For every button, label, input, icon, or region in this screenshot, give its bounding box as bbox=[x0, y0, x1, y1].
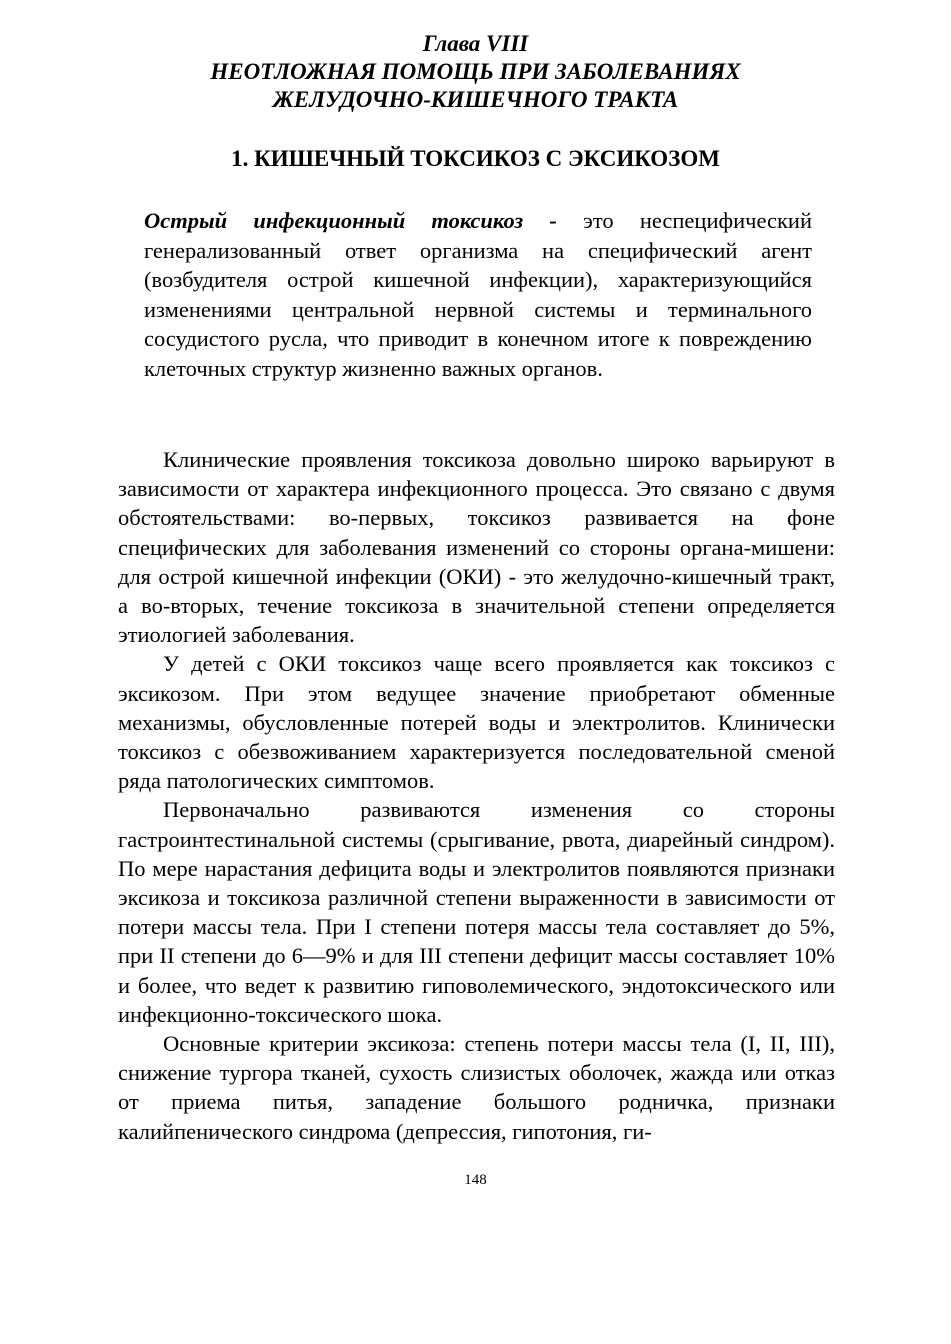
page-number: 148 bbox=[464, 1172, 487, 1188]
paragraph: Основные критерии эксикоза: степень потери массы тела (I, II, III), снижение тургора тканей, сухость слизистых оболочек, жажда или отказ от приема питья, западение большого родничка, признаки калийпенического синдрома (депрессия, гипотония, ги- bbox=[118, 1031, 835, 1144]
section-title: 1. КИШЕЧНЫЙ ТОКСИКОЗ С ЭКСИКОЗОМ bbox=[231, 146, 720, 171]
chapter-label: Глава VIII bbox=[422, 31, 529, 56]
chapter-title-line-1: НЕОТЛОЖНАЯ ПОМОЩЬ ПРИ ЗАБОЛЕВАНИЯХ bbox=[210, 59, 741, 84]
definition-block bbox=[144, 206, 812, 384]
paragraph: Клинические проявления токсикоза довольно широко варьируют в зависимости от характера инфекционного процесса. Это связано с двумя обстоятельствами: во-первых, токсикоз развивается на фоне специфических для заболевания изменений со стороны органа-мишени: для острой кишечной инфекции (ОКИ) - это желудочно-кишечный тракт, а во-вторых, течение токсикоза в значительной степени определяется этиологией заболевания. bbox=[118, 447, 835, 648]
paragraph: У детей с ОКИ токсикоз чаще всего проявляется как токсикоз с эксикозом. При этом ведущее значение приобретают обменные механизмы, обусловленные потерей воды и электролитов. Клинически токсикоз с обезвоживанием характеризуется последовательной сменой ряда патологических симптомов. bbox=[118, 651, 835, 794]
body-text bbox=[118, 445, 835, 1146]
definition-text: это неспецифический генерализованный ответ организма на специфический агент (возбудителя острой кишечной инфекции), характеризующийся изменениями центральной нервной системы и терминального сосудистого русла, что приводит в конечном итоге к повреждению клеточных структур жизненно важных органов. bbox=[144, 208, 812, 381]
definition-term: Острый инфекционный токсикоз - bbox=[144, 208, 557, 233]
paragraph: Первоначально развиваются изменения со стороны гастроинтестинальной системы (срыгивание, рвота, диарейный синдром). По мере нарастания дефицита воды и электролитов появляются признаки эксикоза и токсикоза различной степени выраженности в зависимости от потери массы тела. При I степени потеря массы тела составляет до 5%, при II степени до 6—9% и для III степени дефицит массы составляет 10% и более, что ведет к развитию гиповолемического, эндотоксического или инфекционно-токсического шока. bbox=[118, 797, 835, 1027]
chapter-heading bbox=[0, 30, 951, 114]
chapter-title-line-2: ЖЕЛУДОЧНО-КИШЕЧНОГО ТРАКТА bbox=[272, 87, 679, 112]
